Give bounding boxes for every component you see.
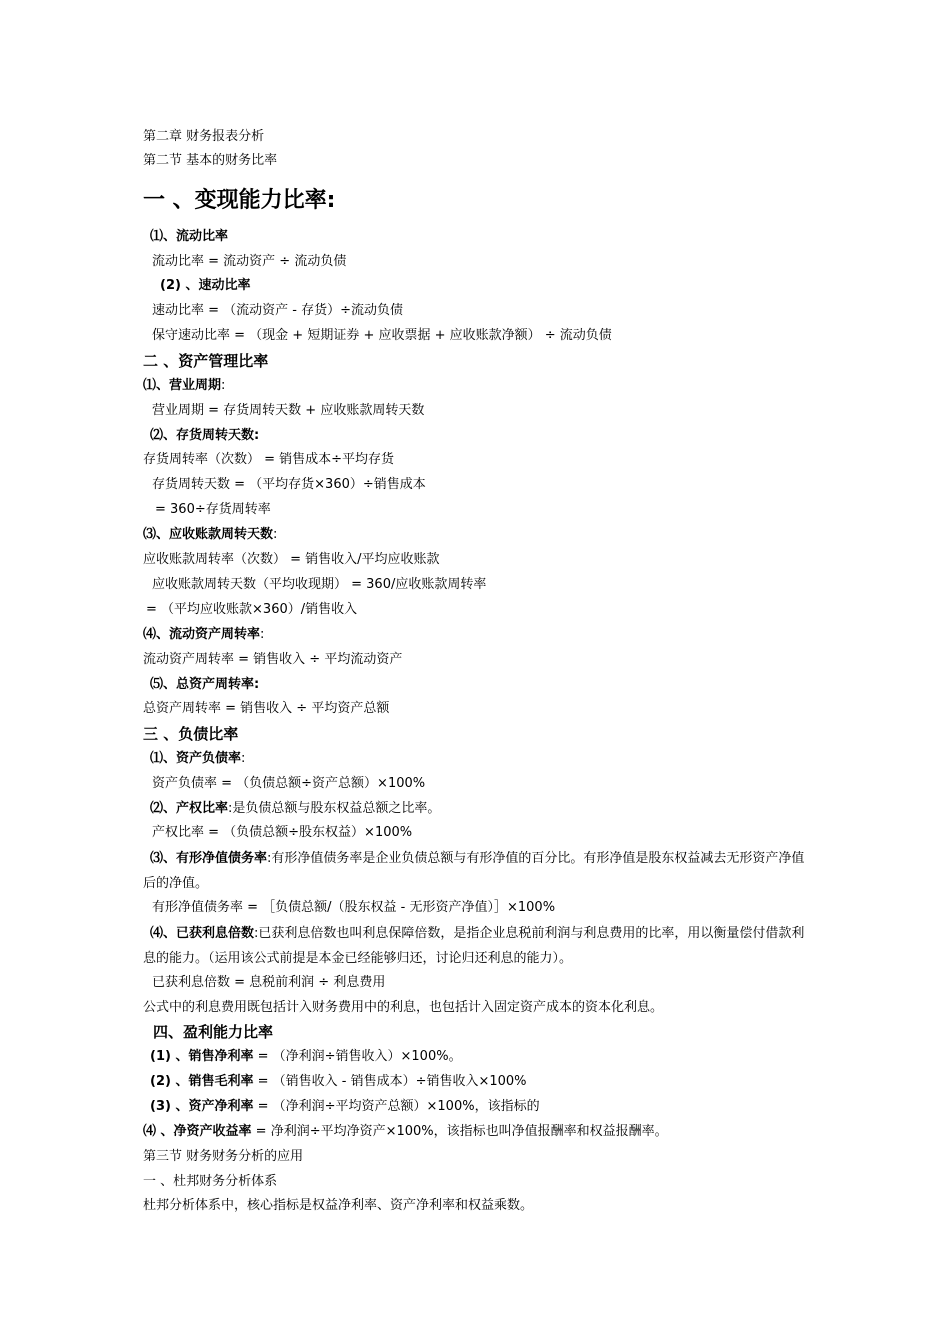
debt-ratio-label: ⑴、资产负债率: [150, 751, 246, 766]
quick-ratio-label: (2) 、速动比率 [160, 278, 251, 293]
inventory-days-label: ⑵、存货周转天数: [150, 428, 260, 443]
inventory-days-formula: 存货周转天数 = （平均存货×360）÷销售成本 [152, 477, 426, 492]
operating-cycle-label: ⑴、营业周期: [143, 378, 226, 393]
section-three-title: 第三节 财务财务分析的应用 [143, 1149, 304, 1164]
quick-ratio-formula: 速动比率 = （流动资产 - 存货）÷流动负债 [152, 303, 404, 318]
receivable-days-formula-alt: = （平均应收账款×360）/销售收入 [146, 602, 358, 617]
heading-asset-management: 二 、资产管理比率 [143, 352, 269, 370]
section-title: 第二节 基本的财务比率 [143, 153, 278, 168]
receivable-days-formula: 应收账款周转天数（平均收现期） = 360/应收账款周转率 [152, 577, 487, 592]
net-profit-margin-formula: (1) 、销售净利率 = （净利润÷销售收入）×100%。 [150, 1049, 462, 1064]
gross-margin-formula: (2) 、销售毛利率 = （销售收入 - 销售成本）÷销售收入×100% [150, 1074, 527, 1089]
receivable-days-label: ⑶、应收账款周转天数: [143, 527, 278, 542]
current-ratio-label: ⑴、流动比率 [150, 229, 229, 244]
equity-ratio-text: ⑵、产权比率:是负债总额与股东权益总额之比率。 [150, 801, 441, 816]
current-asset-turnover-label: ⑷、流动资产周转率: [143, 627, 265, 642]
current-ratio-formula: 流动比率 = 流动资产 ÷ 流动负债 [152, 254, 347, 269]
tangible-net-worth-debt-formula: 有形净值债务率 = ［负债总额/（股东权益 - 无形资产净值）］×100% [152, 900, 556, 915]
current-asset-turnover-formula: 流动资产周转率 = 销售收入 ÷ 平均流动资产 [143, 652, 403, 667]
dupont-text: 杜邦分析体系中，核心指标是权益净利率、资产净利率和权益乘数。 [143, 1198, 534, 1213]
operating-cycle-formula: 营业周期 = 存货周转天数 + 应收账款周转天数 [152, 403, 425, 418]
inventory-turnover-formula: 存货周转率（次数） = 销售成本÷平均存货 [143, 452, 395, 467]
heading-profitability: 四、盈利能力比率 [153, 1023, 274, 1041]
interest-coverage-formula: 已获利息倍数 = 息税前利润 ÷ 利息费用 [152, 975, 386, 990]
equity-ratio-formula: 产权比率 = （负债总额÷股东权益）×100% [152, 825, 413, 840]
heading-debt-ratios: 三 、负债比率 [143, 725, 239, 743]
total-asset-turnover-formula: 总资产周转率 = 销售收入 ÷ 平均资产总额 [143, 701, 390, 716]
debt-ratio-formula: 资产负债率 = （负债总额÷资产总额）×100% [152, 776, 426, 791]
return-on-assets-formula: (3) 、资产净利率 = （净利润÷平均资产总额）×100%，该指标的 [150, 1099, 540, 1114]
inventory-days-formula-alt: = 360÷存货周转率 [155, 502, 271, 517]
dupont-title: 一 、杜邦财务分析体系 [143, 1174, 278, 1189]
heading-liquidity: 一 、变现能力比率: [143, 188, 336, 213]
total-asset-turnover-label: ⑸、总资产周转率: [150, 677, 260, 692]
return-on-equity-formula: ⑷ 、净资产收益率 = 净利润÷平均净资产×100%，该指标也叫净值报酬率和权益报酬率。 [143, 1124, 668, 1139]
interest-expense-note: 公式中的利息费用既包括计入财务费用中的利息，也包括计入固定资产成本的资本化利息。 [143, 1000, 664, 1015]
interest-coverage-text: ⑷、已获利息倍数:已获利息倍数也叫利息保障倍数，是指企业息税前利润与利息费用的比率，用以衡量偿付借款利息的能力。（运用该公式前提是本金已经能够归还，讨论归还利息的能力）。 [143, 926, 805, 966]
conservative-quick-ratio-formula: 保守速动比率 = （现金 + 短期证券 + 应收票据 + 应收账款净额） ÷ 流动负债 [152, 328, 612, 343]
chapter-title: 第二章 财务报表分析 [143, 129, 265, 144]
receivable-turnover-formula: 应收账款周转率（次数） = 销售收入/平均应收账款 [143, 552, 440, 567]
tangible-net-worth-debt-text: ⑶、有形净值债务率:有形净值债务率是企业负债总额与有形净值的百分比。有形净值是股东权益减去无形资产净值后的净值。 [143, 851, 805, 891]
